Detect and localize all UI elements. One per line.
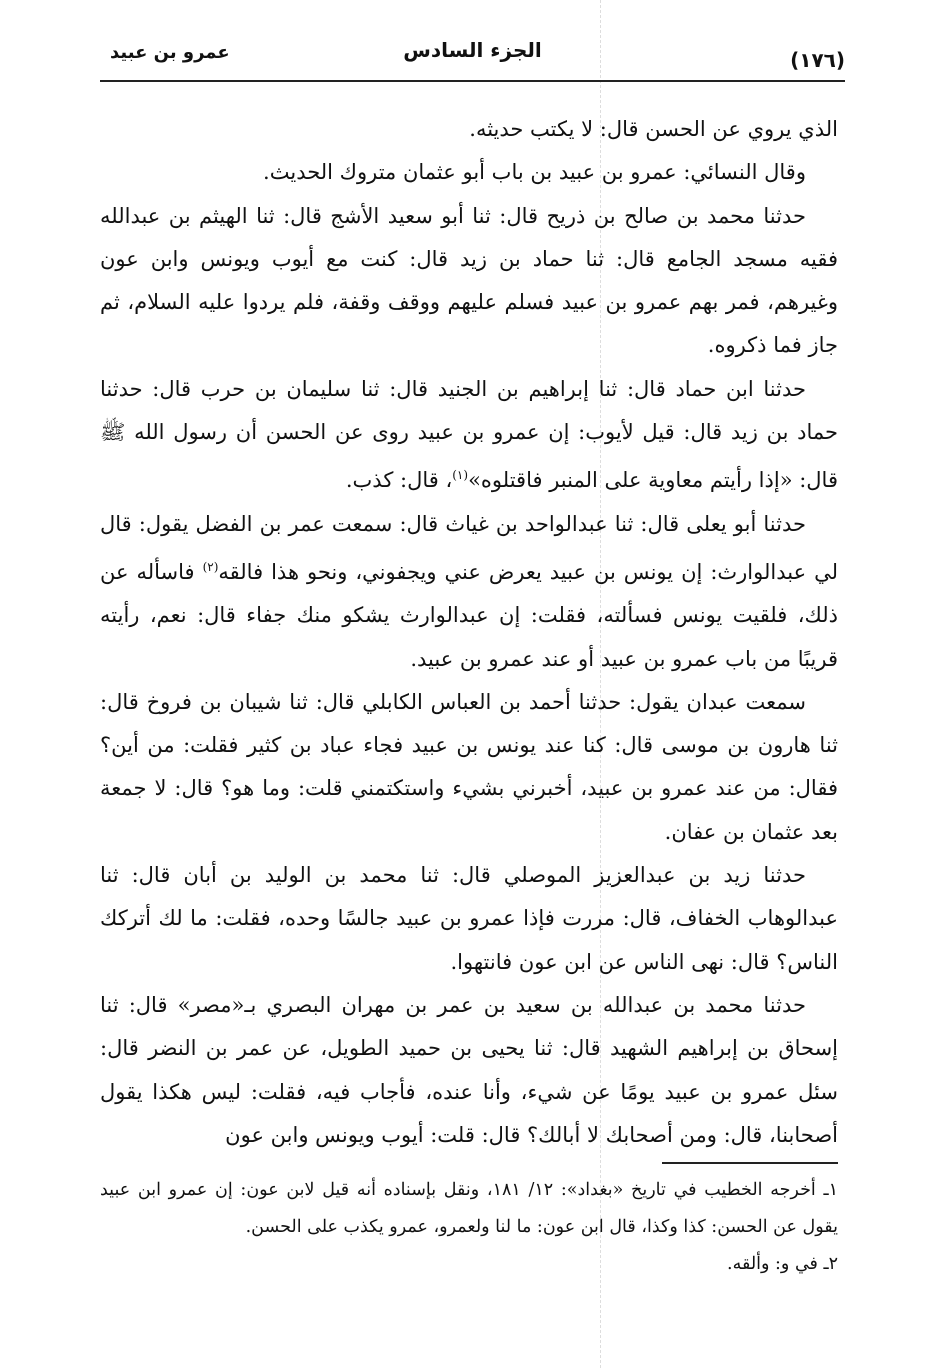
running-header: [100, 38, 845, 78]
paragraph: سمعت عبدان يقول: حدثنا أحمد بن العباس الكابلي قال: ثنا شيبان بن فروخ قال: ثنا هارون بن موسى قال: كنا عند يونس بن عبيد فجاء عباد بن كثير فقلت: من أين؟ فقال: من عند عمرو بن عبيد، أخبرني بشيء واستكتمني قلت: وما هو؟ قال: لا جمعة بعد عثمان بن عفان.: [100, 689, 838, 844]
footnote-ref: (٢): [202, 559, 219, 574]
paragraph: [100, 503, 838, 681]
part-title: الجزء السادس: [403, 38, 542, 62]
footnote-rule: [662, 1162, 838, 1164]
paragraph-text: فاسأله عن ذلك، فلقيت يونس فسألته، فقلت: إن عبدالوارث يشكو منك جفاء قال: نعم، رأيته قريبًا من باب عمرو بن عبيد أو عند عمرو بن عبيد.: [100, 559, 838, 671]
paragraph: وقال النسائي: عمرو بن عبيد بن باب أبو عثمان متروك الحديث.: [263, 160, 806, 185]
footnote-ref: (١): [452, 468, 469, 483]
page-number: (١٧٦): [790, 48, 845, 72]
footnotes: [100, 1172, 838, 1283]
paragraph: حدثنا محمد بن عبدالله بن سعيد بن عمر بن مهران البصري بـ«مصر» قال: ثنا إسحاق بن إبراهيم الشهيد قال: ثنا يحيى بن حميد الطويل، عن عمر بن النضر قال: سئل عمرو بن عبيد يومًا عن شيء، وأنا عنده، فأجاب فيه، فقلت: ليس هكذا يقول أصحابنا، قال: ومن أصحابك لا أبالك؟ قال: قلت: أيوب ويونس وابن عون: [100, 992, 838, 1147]
header-rule: [100, 80, 845, 82]
entry-name: عمرو بن عبيد: [110, 42, 230, 63]
paragraph: الذي يروي عن الحسن قال: لا يكتب حديثه.: [469, 117, 838, 141]
paragraph: [100, 368, 838, 503]
paragraph-text: ، قال: كذب.: [345, 468, 453, 493]
footnote-2: ٢ـ في و: وألقه.: [727, 1254, 838, 1274]
paragraph-text: حدثنا ابن حماد قال: ثنا إبراهيم بن الجنيد قال: ثنا سليمان بن حرب قال: حدثنا حماد بن زيد قال: قيل لأيوب: إن عمرو بن عبيد روى عن الحسن أن رسول الله ﷺ قال: «إذا رأيتم معاوية على المنبر فاقتلوه»: [100, 376, 838, 493]
paragraph: حدثنا زيد بن عبدالعزيز الموصلي قال: ثنا محمد بن الوليد بن أبان قال: ثنا عبدالوهاب الخفاف، قال: مررت فإذا عمرو بن عبيد جالسًا وحده، فقلت: ما لك أتركك الناس؟ قال: نهى الناس عن ابن عون فانتهوا.: [100, 863, 838, 974]
main-text: [100, 108, 838, 1157]
paragraph: حدثنا محمد بن صالح بن ذريح قال: ثنا أبو سعيد الأشج قال: ثنا الهيثم بن عبدالله فقيه مسجد الجامع قال: ثنا حماد بن زيد قال: كنت مع أيوب ويونس وابن عون وغيرهم، فمر بهم عمرو بن عبيد فسلم عليهم ووقف وقفة، فلم يردوا عليه السلام، ثم جاز فما ذكروه.: [100, 203, 839, 358]
footnote-1: ١ـ أخرجه الخطيب في تاريخ «بغداد»: ١٢/ ١٨١، ونقل بإسناده أنه قيل لابن عون: إن عمرو ابن عبيد يقول عن الحسن: كذا وكذا، قال ابن عون: ما لنا ولعمرو، عمرو يكذب على الحسن.: [100, 1180, 839, 1237]
paragraph-text: حدثنا أبو يعلى قال: ثنا عبدالواحد بن غياث قال: سمعت عمر بن الفضل يقول: قال لي عبدالوارث: إن يونس بن عبيد يعرض عني ويجفوني، ونحو هذا فالقه: [100, 511, 838, 584]
